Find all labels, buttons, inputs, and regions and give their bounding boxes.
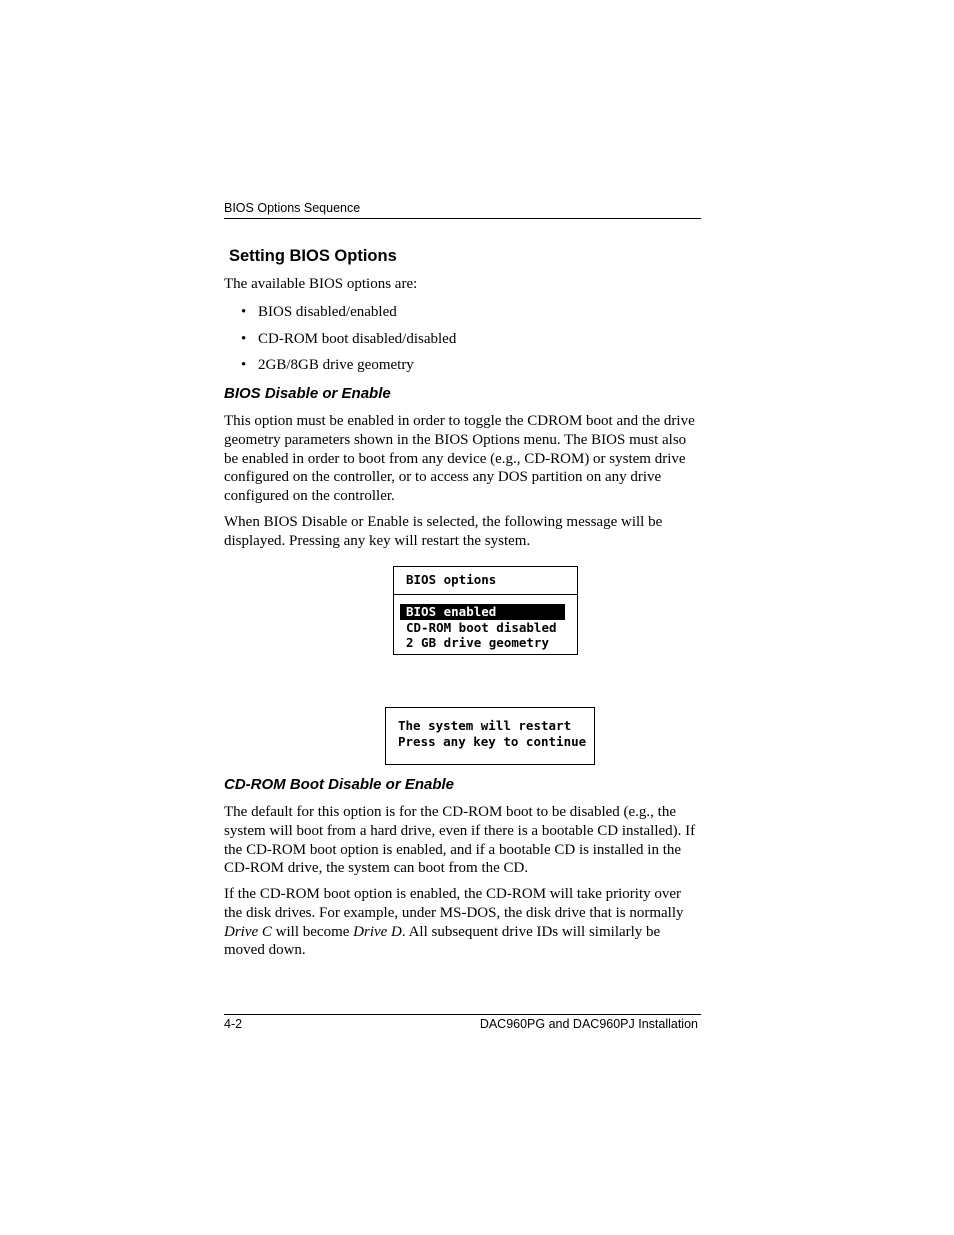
restart-message-line: The system will restart bbox=[398, 718, 572, 733]
text-run: . All subsequent drive IDs will similarly be moved down. bbox=[224, 923, 661, 959]
running-footer bbox=[224, 1014, 701, 1031]
menu-item-cdrom-boot[interactable]: CD-ROM boot disabled bbox=[406, 619, 557, 635]
bios-enable-paragraph-1: This option must be enabled in order to toggle the CDROM boot and the drive geometry parameters shown in the BIOS Options menu. The BIOS must also be enabled in order to boot from any device (e.g., CD-ROM) or system drive configured on the controller, or to access any DOS partition on any drive configured on the controller. bbox=[224, 413, 695, 505]
options-list bbox=[224, 302, 456, 382]
bios-options-menu bbox=[400, 604, 565, 651]
press-key-message-line: Press any key to continue bbox=[398, 733, 587, 749]
cdrom-boot-paragraph-2 bbox=[224, 885, 702, 960]
bios-enable-heading: BIOS Disable or Enable bbox=[224, 385, 391, 402]
divider bbox=[394, 594, 577, 595]
drive-c-term: Drive C bbox=[224, 923, 272, 940]
bios-options-screen bbox=[393, 566, 578, 655]
bullet-icon: • bbox=[241, 304, 247, 320]
intro-text: The available BIOS options are: bbox=[224, 276, 418, 292]
list-item-text: BIOS disabled/enabled bbox=[258, 304, 397, 320]
bullet-icon: • bbox=[241, 330, 247, 347]
list-item bbox=[224, 302, 456, 329]
cdrom-boot-heading: CD-ROM Boot Disable or Enable bbox=[224, 776, 455, 793]
text-run: If the CD-ROM boot option is enabled, the CD-ROM will take priority over the disk drives. For example, under MS-DOS, the disk drive that is normally bbox=[224, 886, 684, 921]
bios-options-title: BIOS options bbox=[406, 572, 497, 587]
bullet-icon: • bbox=[241, 357, 247, 373]
drive-d-term: Drive D bbox=[353, 923, 402, 940]
page-number: 4-2 bbox=[224, 1017, 243, 1031]
restart-message-screen bbox=[385, 707, 595, 765]
list-item-text: 2GB/8GB drive geometry bbox=[258, 357, 414, 373]
document-title: DAC960PG and DAC960PJ Installation bbox=[479, 1017, 698, 1031]
menu-item-bios-enabled[interactable]: BIOS enabled bbox=[400, 604, 565, 620]
list-item bbox=[224, 355, 456, 382]
list-item bbox=[224, 329, 456, 356]
cdrom-boot-paragraph-1: The default for this option is for the CD-ROM boot to be disabled (e.g., the system will boot from a hard drive, even if there is a bootable CD installed). If the CD-ROM boot option is enabled, and if a bootable CD is installed in the CD-ROM drive, the system can boot from the CD. bbox=[224, 804, 696, 877]
section-title: Setting BIOS Options bbox=[229, 247, 397, 265]
list-item-text: CD-ROM boot disabled/disabled bbox=[258, 330, 457, 347]
running-header: BIOS Options Sequence bbox=[224, 201, 701, 219]
menu-item-drive-geometry[interactable]: 2 GB drive geometry bbox=[406, 635, 549, 650]
text-run: will become bbox=[271, 923, 354, 940]
bios-enable-paragraph-2: When BIOS Disable or Enable is selected, the following message will be displayed. Pressing any key will restart the system. bbox=[224, 514, 663, 549]
